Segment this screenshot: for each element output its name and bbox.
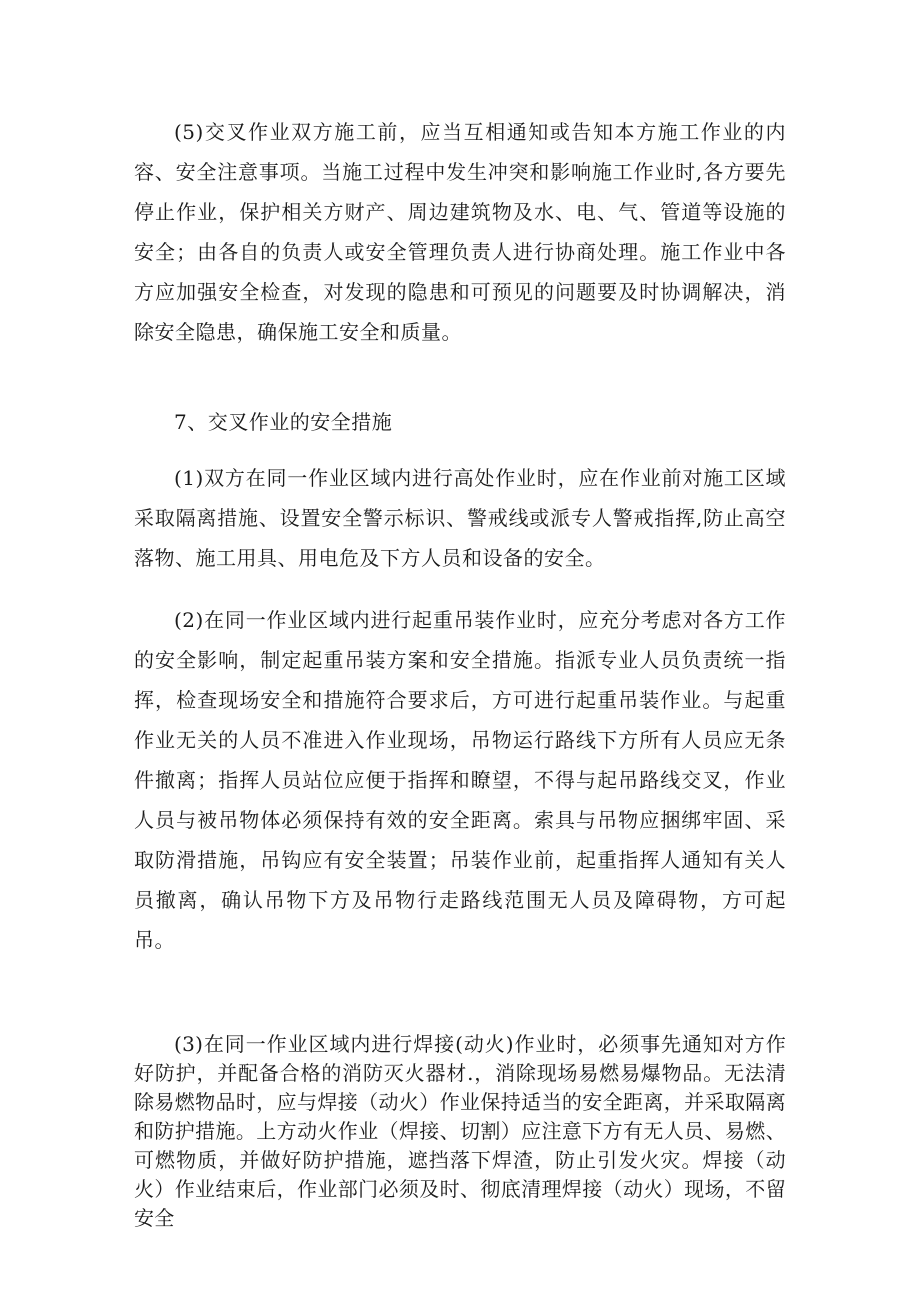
paragraph-cross-work-notification: (5)交叉作业双方施工前，应当互相通知或告知本方施工作业的内容、安全注意事项。当施工过程中发生冲突和影响施工作业时,各方要先停止作业，保护相关方财产、周边建筑物及水、电、气、管道等设施的安全；由各自的负责人或安全管理负责人进行协商处理。施工作业中各方应加强安全检查，对发现的隐患和可预见的问题要及时协调解决，消除安全隐患，确保施工安全和质量。 [134, 120, 786, 344]
paragraph-high-altitude-work: (1)双方在同一作业区域内进行高处作业时，应在作业前对施工区域采取隔离措施、设置安全警示标识、警戒线或派专人警戒指挥,防止高空落物、施工用具、用电危及下方人员和设备的安全。 [134, 466, 786, 570]
paragraph-lifting-operation: (2)在同一作业区域内进行起重吊装作业时，应充分考虑对各方工作的安全影响，制定起重吊装方案和安全措施。指派专业人员负责统一指挥，检查现场安全和措施符合要求后，方可进行起重吊装作业。与起重作业无关的人员不准进入作业现场，吊物运行路线下方所有人员应无条件撤离；指挥人员站位应便于指挥和瞭望，不得与起吊路线交叉，作业人员与被吊物体必须保持有效的安全距离。索具与吊物应捆绑牢固、采取防滑措施，吊钩应有安全装置；吊装作业前，起重指挥人通知有关人员撤离，确认吊物下方及吊物行走路线范围无人员及障碍物，方可起吊。 [134, 608, 786, 952]
section-heading-safety-measures: 7、交叉作业的安全措施 [174, 410, 393, 434]
paragraph-welding-operation: (3)在同一作业区域内进行焊接(动火)作业时，必须事先通知对方作好防护，并配备合格的消防灭火器材.，消除现场易燃易爆物品。无法清除易燃物品时，应与焊接（动火）作业保持适当的安全距离，并采取隔离和防护措施。上方动火作业（焊接、切割）应注意下方有无人员、易燃、可燃物质，并做好防护措施，遮挡落下焊渣，防止引发火灾。焊接（动火）作业结束后，作业部门必须及时、彻底清理焊接（动火）现场，不留安全 [134, 1032, 786, 1230]
